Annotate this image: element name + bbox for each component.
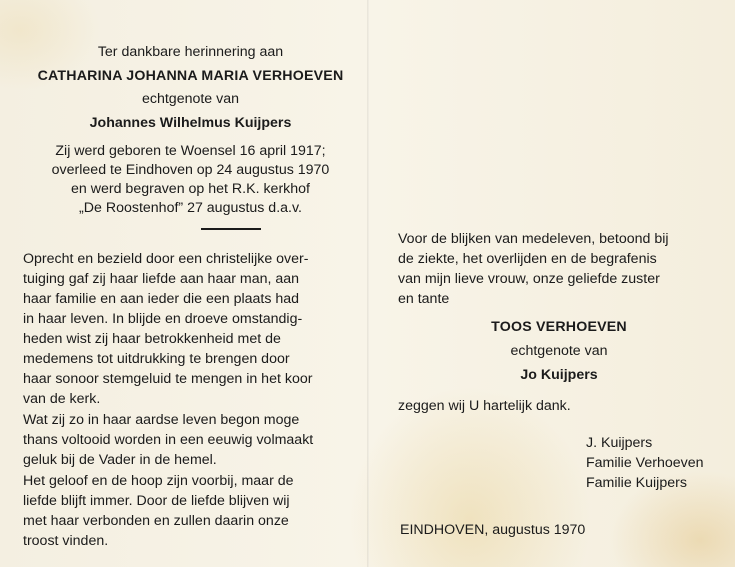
text-line: troost vinden. <box>23 533 109 549</box>
death-line: overleed te Eindhoven op 24 augustus 1970 <box>51 162 330 178</box>
text-line: en tante <box>398 291 450 307</box>
signature-line: Familie Verhoeven <box>586 455 704 471</box>
spouse-intro: echtgenote van <box>141 91 240 107</box>
signature-line: Familie Kuijpers <box>586 475 687 491</box>
text-line: Het geloof en de hoop zijn voorbij, maar de <box>23 473 294 489</box>
text-line: de ziekte, het overlijden en de begrafenis <box>398 251 657 267</box>
card-fold <box>367 0 369 567</box>
text-line: tuiging gaf zij haar liefde aan haar man, aan <box>23 271 300 287</box>
place-date: EINDHOVEN, augustus 1970 <box>400 522 586 538</box>
text-line: haar sonoor stemgeluid te mengen in het koor <box>23 371 313 387</box>
signature-line: J. Kuijpers <box>586 435 653 451</box>
text-line: in haar leven. In blijde en droeve omstandig- <box>23 311 303 327</box>
text-line: van de kerk. <box>23 391 101 407</box>
text-line: liefde blijft immer. Door de liefde blijven wij <box>23 493 290 509</box>
spouse-intro: echtgenote van <box>510 343 608 359</box>
text-line: Wat zij zo in haar aardse leven begon moge <box>23 412 300 428</box>
closing-line: zeggen wij U hartelijk dank. <box>398 398 571 414</box>
cemetery-line: „De Roostenhof” 27 augustus d.a.v. <box>79 200 302 216</box>
birth-line: Zij werd geboren te Woensel 16 april 1917; <box>55 143 326 159</box>
deceased-name: CATHARINA JOHANNA MARIA VERHOEVEN <box>37 68 344 84</box>
text-line: haar familie en aan ieder die een plaats had <box>23 291 300 307</box>
intro-line: Ter dankbare herinnering aan <box>97 44 284 60</box>
text-line: van mijn lieve vrouw, onze geliefde zuster <box>398 271 660 287</box>
text-line: Voor de blijken van medeleven, betoond bij <box>398 231 669 247</box>
divider <box>201 228 261 230</box>
text-line: thans voltooid worden in een eeuwig volmaakt <box>23 432 314 448</box>
burial-line: en werd begraven op het R.K. kerkhof <box>71 181 310 197</box>
text-line: medemens tot uitdrukking te brengen door <box>23 351 290 367</box>
spouse-name: Jo Kuijpers <box>520 367 598 383</box>
spouse-name: Johannes Wilhelmus Kuijpers <box>89 115 292 131</box>
widow-name: TOOS VERHOEVEN <box>491 319 627 335</box>
text-line: geluk bij de Vader in de hemel. <box>23 452 217 468</box>
text-line: met haar verbonden en zullen daarin onze <box>23 513 289 529</box>
text-line: Oprecht en bezield door een christelijke over- <box>23 251 309 267</box>
text-line: heden wist zij haar betrokkenheid met de <box>23 331 281 347</box>
